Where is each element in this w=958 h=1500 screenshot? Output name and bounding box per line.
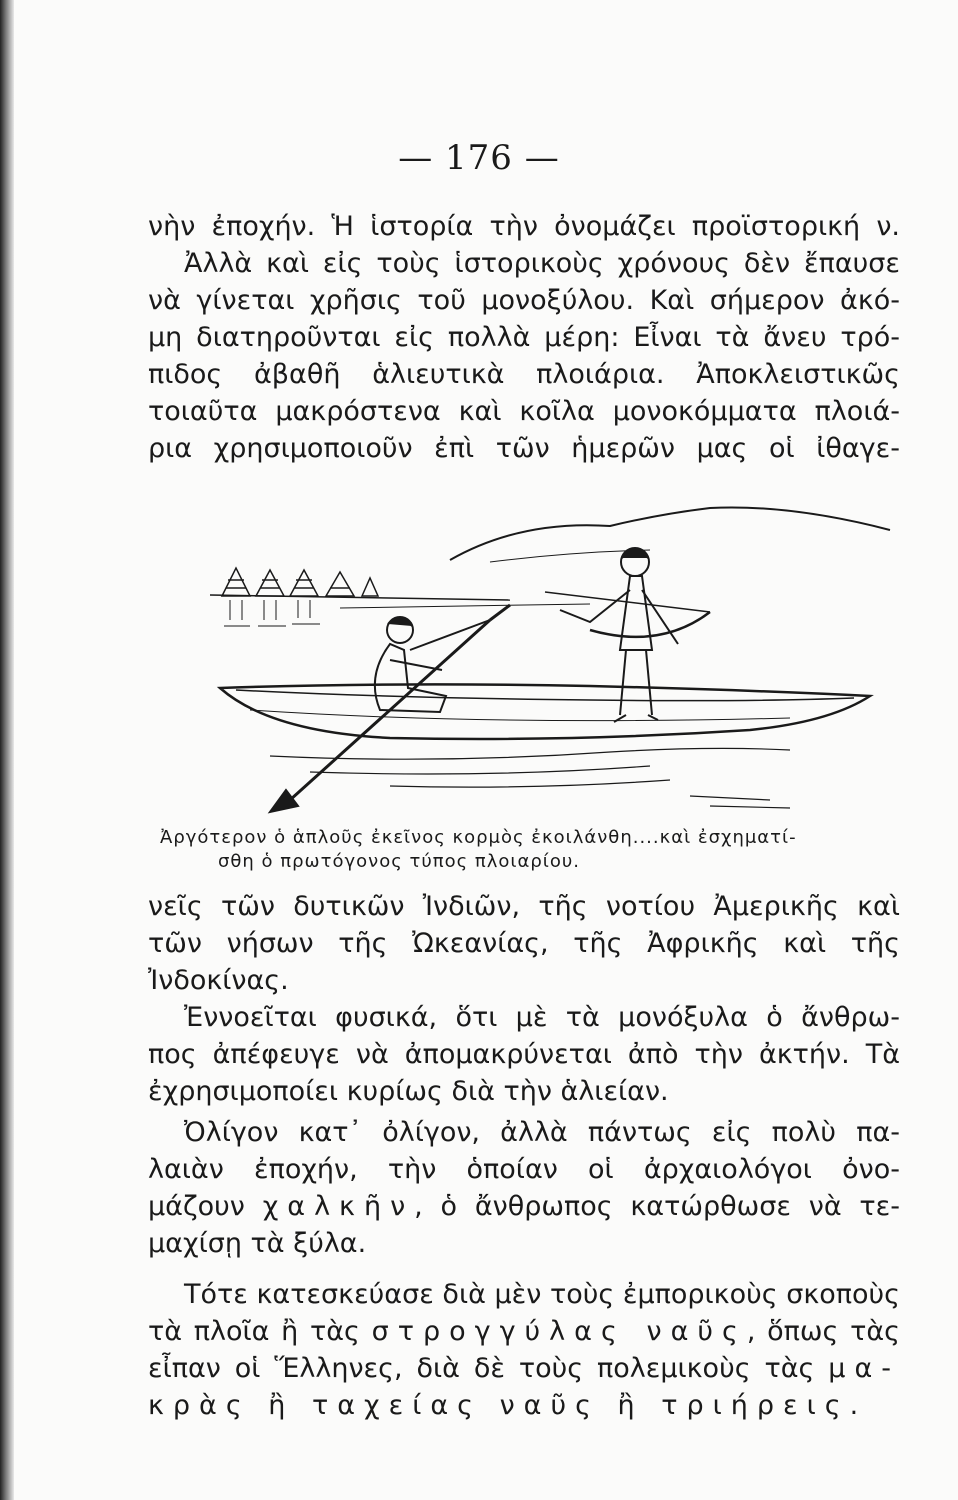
text-fragment: , ὁ ἄνθρωπος κατώρθωσε νὰ τε- bbox=[414, 1191, 900, 1222]
text-line: νεῖς τῶν δυτικῶν Ἰνδιῶν, τῆς νοτίου Ἀμερικῆς καὶ bbox=[148, 891, 900, 922]
standing-archer bbox=[545, 548, 710, 722]
text-line: λαιὰν ἐποχήν, τὴν ὁποίαν οἱ ἀρχαιολόγοι ὀνο- bbox=[148, 1154, 900, 1185]
text-line: νὰ γίνεται χρῆσις τοῦ μονοξύλου. Καὶ σήμερον ἀκό- bbox=[148, 285, 900, 316]
text-line: τῶν νήσων τῆς Ὠκεανίας, τῆς Ἀφρικῆς καὶ τῆς bbox=[148, 928, 900, 959]
spaced-word: στρογγύλας ναῦς bbox=[371, 1316, 747, 1347]
text-line: τοιαῦτα μακρόστενα καὶ κοῖλα μονοκόμματα πλοιά- bbox=[148, 396, 900, 427]
page-number: — 176 — bbox=[398, 138, 560, 178]
text-fragment: τὰ πλοῖα ἢ τὰς bbox=[148, 1316, 360, 1347]
caption-line-1: Ἀργότερον ὁ ἁπλοῦς ἐκεῖνος κορμὸς ἐκοιλάνθη....καὶ ἐσχηματί- bbox=[160, 827, 797, 848]
text-line: ἐχρησιμοποίει κυρίως διὰ τὴν ἁλιείαν. bbox=[148, 1076, 669, 1107]
canoe-drawing bbox=[190, 500, 910, 820]
text-line: πος ἀπέφευγε νὰ ἀπομακρύνεται ἀπὸ τὴν ἀκτήν. Τὰ bbox=[148, 1039, 900, 1070]
water-ripples bbox=[270, 748, 790, 808]
text-line: Τότε κατεσκεύασε διὰ μὲν τοὺς ἐμπορικοὺς σκοποὺς bbox=[184, 1279, 900, 1310]
spaced-word: μα- bbox=[828, 1353, 900, 1384]
page-binding-shadow bbox=[0, 0, 14, 1500]
paragraph-2 bbox=[148, 888, 900, 999]
text-line: Ὀλίγον κατ᾿ ὀλίγον, ἀλλὰ πάντως εἰς πολὺ πα- bbox=[184, 1117, 900, 1148]
text-fragment: εἶπαν οἱ Ἕλληνες, διὰ δὲ τοὺς πολεμικοὺς τὰς bbox=[148, 1353, 815, 1384]
sitting-paddler bbox=[270, 605, 510, 812]
caption-line-2: σθη ὁ πρωτόγονος τύπος πλοιαρίου. bbox=[218, 851, 581, 872]
figure-caption bbox=[160, 826, 902, 874]
paddle-blade bbox=[270, 790, 298, 812]
text-line: πιδος ἀβαθῆ ἁλιευτικὰ πλοιάρια. Ἀποκλειστικῶς bbox=[148, 359, 900, 390]
paddle-shaft bbox=[290, 620, 490, 800]
paragraph-5 bbox=[148, 1276, 900, 1424]
canoe-hull bbox=[220, 684, 870, 739]
text-line bbox=[148, 1188, 900, 1225]
text-line: μη διατηροῦνται εἰς πολλὰ μέρη: Εἶναι τὰ ἄνευ τρό- bbox=[148, 322, 900, 353]
paragraph-1 bbox=[148, 208, 900, 467]
text-line bbox=[148, 1313, 900, 1350]
text-line: Ἀλλὰ καὶ εἰς τοὺς ἱστορικοὺς χρόνους δὲν ἔπαυσε bbox=[184, 248, 900, 279]
text-fragment: μάζουν bbox=[148, 1191, 245, 1222]
text-line bbox=[148, 1350, 900, 1387]
text-line: νὴν ἐποχήν. Ἡ ἱστορία τὴν ὀνομάζει προϊστορική ν. bbox=[148, 211, 900, 242]
paragraph-4 bbox=[148, 1114, 900, 1262]
text-fragment: , ὅπως τὰς bbox=[746, 1316, 900, 1347]
canoe-illustration bbox=[190, 500, 910, 820]
text-line: Ἐννοεῖται φυσικά, ὅτι μὲ τὰ μονόξυλα ὁ ἄνθρω- bbox=[184, 1002, 900, 1033]
text-line: κρὰς ἢ ταχείας ναῦς ἢ τριήρεις. bbox=[148, 1390, 868, 1421]
hill-outline bbox=[450, 507, 890, 560]
spaced-word: χαλκῆν bbox=[262, 1191, 415, 1222]
text-line: Ἰνδοκίνας. bbox=[148, 965, 289, 996]
text-line: μαχίσῃ τὰ ξύλα. bbox=[148, 1228, 367, 1259]
paragraph-3 bbox=[148, 999, 900, 1110]
text-line: ρια χρησιμοποιοῦν ἐπὶ τῶν ἡμερῶν μας οἱ ἰθαγε- bbox=[148, 433, 900, 464]
